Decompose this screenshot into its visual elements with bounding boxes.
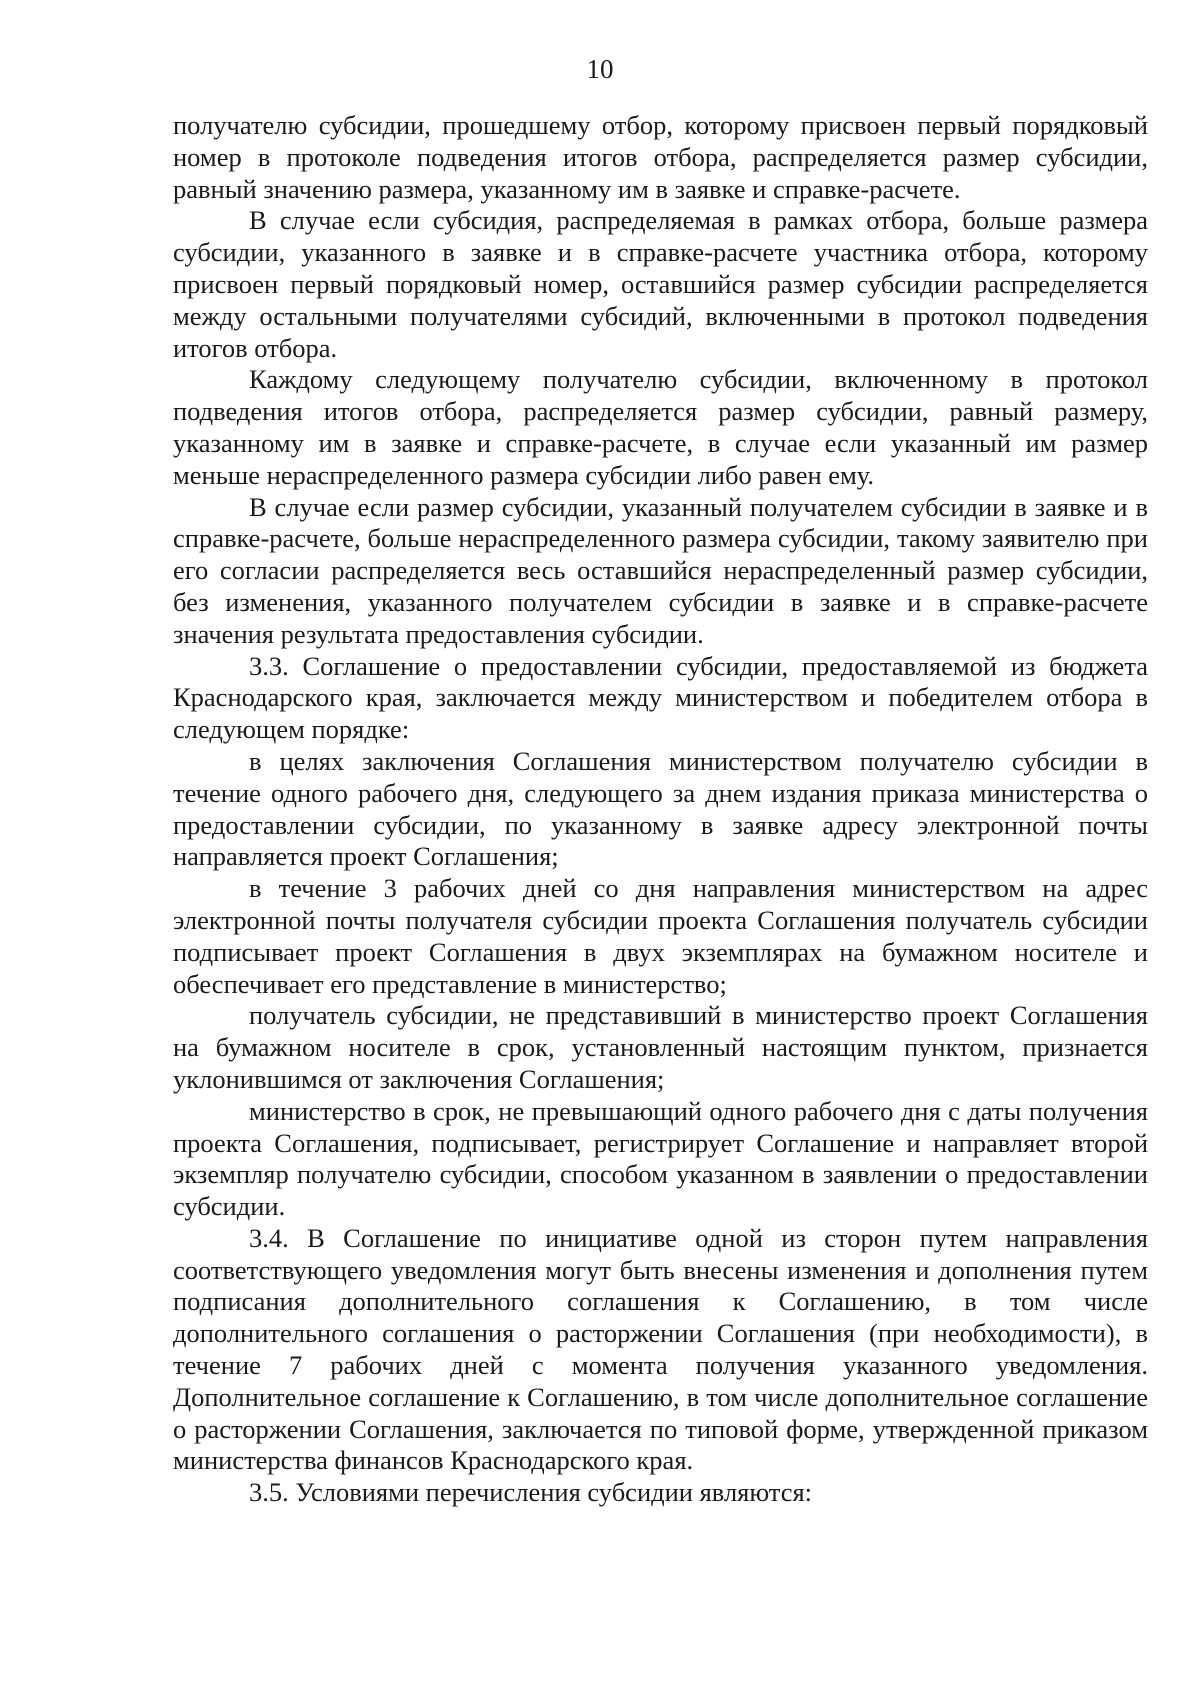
paragraph: в течение 3 рабочих дней со дня направления министерством на адрес электронной почты получателя субсидии проекта Соглашения получатель субсидии подписывает проект Соглашения в двух экземплярах на бумажном носителе и обеспечивает его представление в министерство; [173, 873, 1148, 999]
clause-3-3: 3.3. Соглашение о предоставлении субсидии, предоставляемой из бюджета Краснодарского края, заключается между министерством и победителем отбора в следующем порядке: [173, 650, 1148, 745]
clause-3-5: 3.5. Условиями перечисления субсидии являются: [249, 1477, 813, 1508]
paragraph: Каждому следующему получателю субсидии, включенному в протокол подведения итогов отбора, распределяется размер субсидии, равный размеру, указанному им в заявке и справке-расчете, в случае если указанный им размер меньше нераспределенного размера субсидии либо равен ему. [173, 364, 1148, 490]
paragraph: министерство в срок, не превышающий одного рабочего дня с даты получения проекта Соглашения, подписывает, регистрирует Соглашение и направляет второй экземпляр получателю субсидии, способом указанном в заявлении о предоставлении субсидии. [173, 1095, 1148, 1222]
page-number: 10 [586, 54, 614, 84]
document-body [173, 110, 1148, 1509]
paragraph-continuation: получателю субсидии, прошедшему отбор, которому присвоен первый порядковый номер в протоколе подведения итогов отбора, распределяется размер субсидии, равный значению размера, указанному им в заявке и справке-расчете. [173, 110, 1148, 204]
paragraph: получатель субсидии, не представивший в министерство проект Соглашения на бумажном носителе в срок, установленный настоящим пунктом, признается уклонившимся от заключения Соглашения; [173, 1000, 1148, 1094]
paragraph: в целях заключения Соглашения министерством получателю субсидии в течение одного рабочего дня, следующего за днем издания приказа министерства о предоставлении субсидии, по указанному в заявке адресу электронной почты направляется проект Соглашения; [173, 745, 1148, 872]
paragraph: В случае если размер субсидии, указанный получателем субсидии в заявке и в справке-расчете, больше нераспределенного размера субсидии, такому заявителю при его согласии распределяется весь оставшийся нераспределенный размер субсидии, без изменения, указанного получателем субсидии в заявке и в справке-расчете значения результата предоставления субсидии. [173, 491, 1148, 649]
paragraph: В случае если субсидия, распределяемая в рамках отбора, больше размера субсидии, указанного в заявке и в справке-расчете участника отбора, которому присвоен первый порядковый номер, оставшийся размер субсидии распределяется между остальными получателями субсидий, включенными в протокол подведения итогов отбора. [173, 205, 1148, 363]
clause-3-4: 3.4. В Соглашение по инициативе одной из сторон путем направления соответствующего уведомления могут быть внесены изменения и дополнения путем подписания дополнительного соглашения к Соглашению, в том числе дополнительного соглашения о расторжении Соглашения (при необходимости), в течение 7 рабочих дней с момента получения указанного уведомления. Дополнительное соглашение к Соглашению, в том числе дополнительное соглашение о расторжении Соглашения, заключается по типовой форме, утвержденной приказом министерства финансов Краснодарского края. [173, 1222, 1148, 1476]
